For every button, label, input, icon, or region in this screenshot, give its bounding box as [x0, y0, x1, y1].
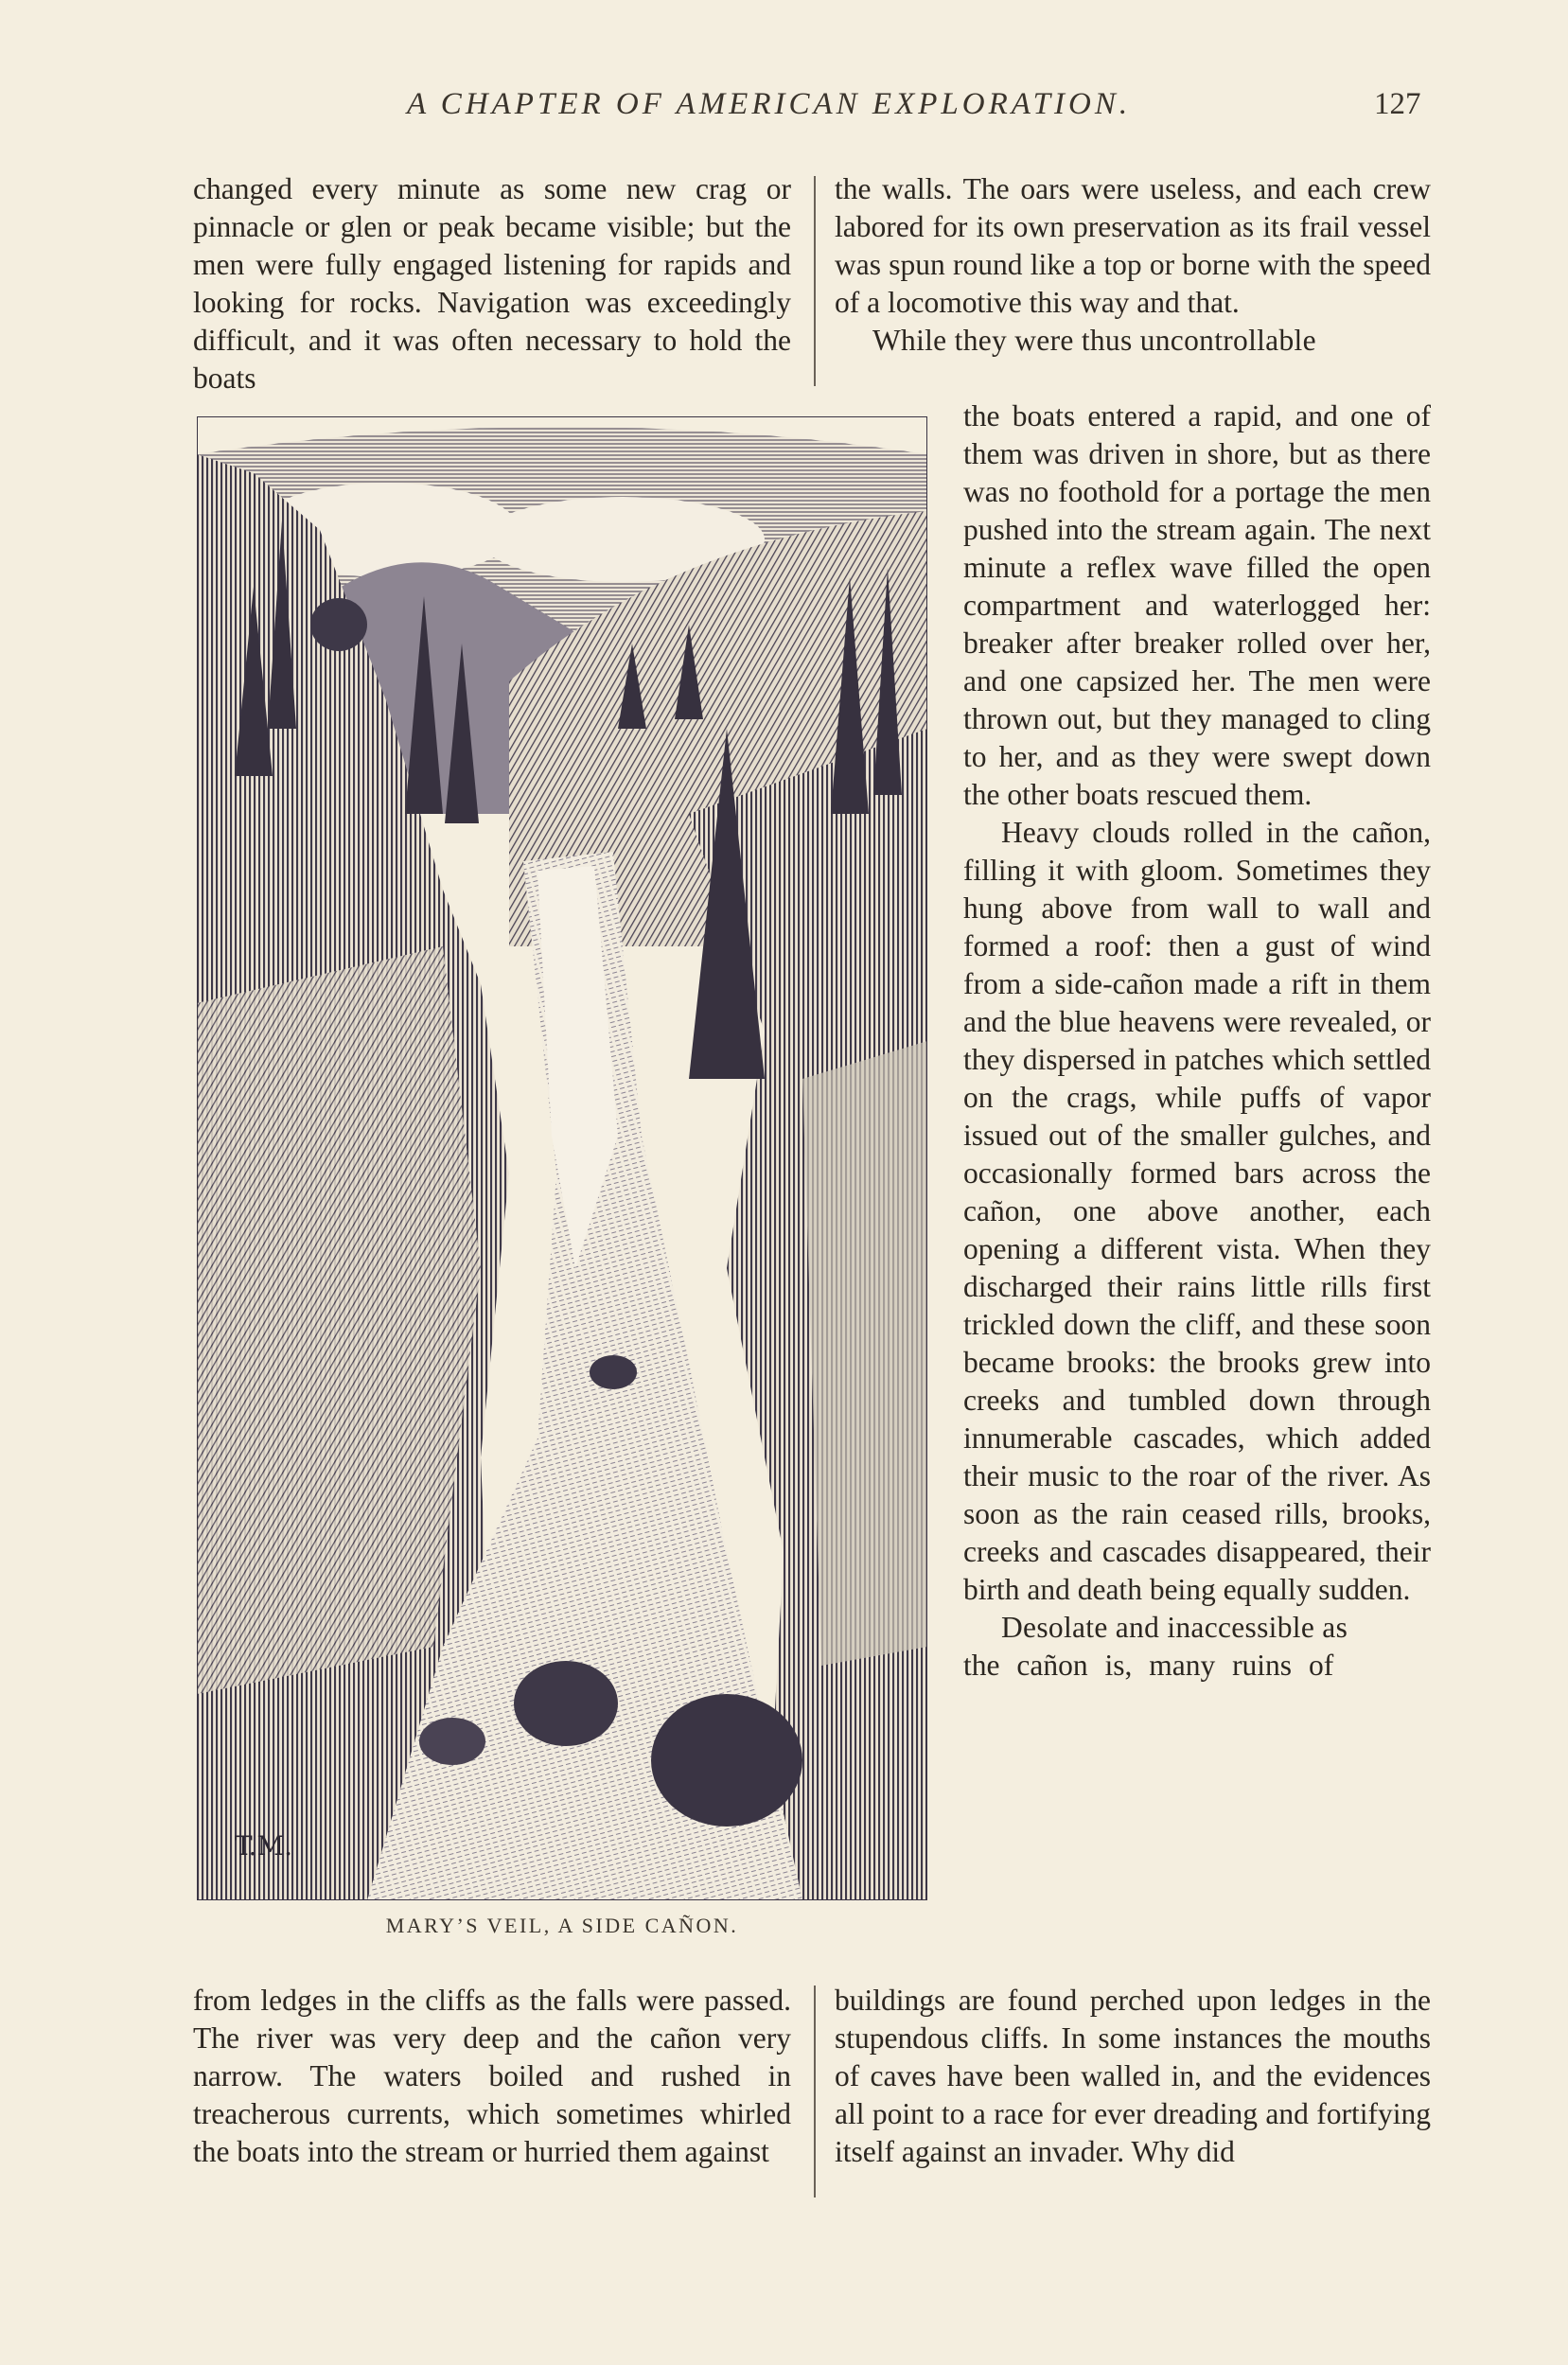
column-rule-bottom	[814, 1986, 816, 2197]
right-column-top	[835, 170, 1431, 360]
paragraph-lead-line: While they were thus uncontrollable	[872, 324, 1316, 357]
paragraph-line: the cañon is, many ruins of	[963, 1649, 1334, 1682]
artist-monogram: T.M.	[235, 1830, 293, 1862]
paragraph: buildings are found perched upon ledges in the stupendous cliffs. In some instances the mouths of caves have been walled in, and the evidences all point to a race for ever dreading and fortifying itself against an invader. Why did	[835, 1984, 1431, 2168]
left-column-top	[193, 170, 791, 397]
paragraph: from ledges in the cliffs as the falls were passed. The river was very deep and the cañon very narrow. The waters boiled and rushed in treacherous currents, which sometimes whirled the boats into the stream or hurried them against	[193, 1984, 791, 2168]
running-header	[0, 87, 1568, 134]
running-head-title: A CHAPTER OF AMERICAN EXPLORATION.	[407, 87, 1132, 121]
paragraph: changed every minute as some new crag or pinnacle or glen or peak became visible; but the men were fully engaged listening for rapids and looking for rocks. Navigation was exceedingly difficult, and it was often necessary to hold the boats	[193, 172, 791, 395]
engraving-illustration	[197, 416, 927, 1900]
page-number: 127	[1374, 87, 1421, 121]
right-column-wrap	[963, 397, 1431, 1685]
left-column-bottom	[193, 1982, 791, 2171]
paragraph: Heavy clouds rolled in the cañon, filling it with gloom. Sometimes they hung above from wall to wall and formed a roof: then a gust of wind from a side-cañon made a rift in them and the blue heavens were revealed, or they dispersed in patches which settled on the crags, while puffs of vapor issued out of the smaller gulches, and occasionally formed bars across the cañon, one above another, each opening a different vista. When they discharged their rains little rills first trickled down the cliff, and these soon became brooks: the brooks grew into creeks and tumbled down through innumerable cascades, which added their music to the roar of the river. As soon as the rain ceased rills, brooks, creeks and cascades disappeared, their birth and death being equally sudden.	[963, 816, 1431, 1606]
right-column-bottom	[835, 1982, 1431, 2171]
illustration-caption: MARY’S VEIL, A SIDE CAÑON.	[385, 1914, 739, 1937]
paragraph-lead-line: Desolate and inaccessible as	[1001, 1611, 1348, 1644]
column-rule-top	[814, 176, 816, 386]
paragraph: the boats entered a rapid, and one of them was driven in shore, but as there was no foothold for a portage the men pushed into the stream again. The next minute a reflex wave filled the open compartment and waterlogged her: breaker after breaker rolled over her, and one capsized her. The men were thrown out, but they managed to cling to her, and as they were swept down the other boats rescued them.	[963, 399, 1431, 811]
paragraph: the walls. The oars were useless, and each crew labored for its own preservation as its frail vessel was spun round like a top or borne with the speed of a locomotive this way and that.	[835, 172, 1431, 319]
